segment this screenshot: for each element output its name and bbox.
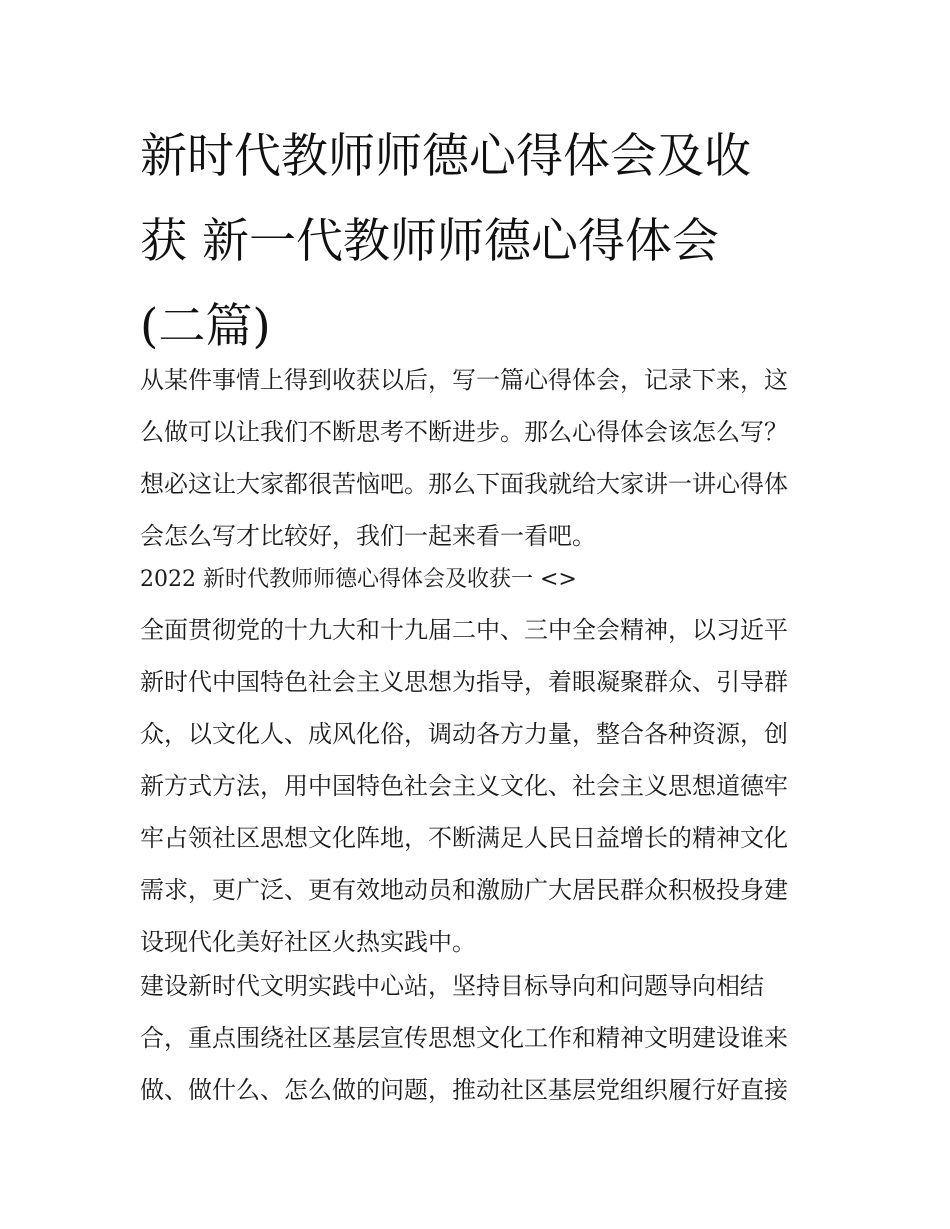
intro-line: 会怎么写才比较好，我们一起来看一看吧。: [140, 522, 596, 550]
title-line: (二篇): [140, 299, 271, 354]
paragraph-line: 全面贯彻党的十九大和十九届二中、三中全会精神，以习近平: [140, 616, 788, 644]
paragraph-line: 需求，更广泛、更有效地动员和激励广大居民群众积极投身建: [140, 876, 788, 904]
paragraph-line: 做、做什么、怎么做的问题，推动社区基层党组织履行好直接: [140, 1076, 788, 1104]
document-title: [140, 114, 820, 369]
paragraph-line: 众，以文化人、成风化俗，调动各方力量，整合各种资源，创: [140, 720, 788, 748]
title-line: 新时代教师师德心得体会及收: [140, 129, 751, 184]
paragraph-line: 合，重点围绕社区基层宣传思想文化工作和精神文明建设谁来: [140, 1024, 788, 1052]
paragraph-line: 设现代化美好社区火热实践中。: [140, 928, 476, 956]
title-line: 获 新一代教师师德心得体会: [140, 214, 719, 269]
paragraph-line: 牢占领社区思想文化阵地，不断满足人民日益增长的精神文化: [140, 824, 788, 852]
paragraph-line: 新方式方法，用中国特色社会主义文化、社会主义思想道德牢: [140, 772, 788, 800]
intro-line: 么做可以让我们不断思考不断进步。那么心得体会该怎么写？: [140, 418, 788, 446]
intro-line: 想必这让大家都很苦恼吧。那么下面我就给大家讲一讲心得体: [140, 470, 788, 498]
paragraph-line: 建设新时代文明实践中心站，坚持目标导向和问题导向相结: [140, 972, 764, 1000]
intro-paragraph: [140, 354, 830, 562]
section-heading: 2022 新时代教师师德心得体会及收获一 <>: [140, 567, 577, 592]
paragraph-2: [140, 960, 830, 1116]
paragraph-1: [140, 604, 830, 968]
paragraph-line: 新时代中国特色社会主义思想为指导，着眼凝聚群众、引导群: [140, 668, 788, 696]
intro-line: 从某件事情上得到收获以后，写一篇心得体会，记录下来，这: [140, 366, 788, 394]
